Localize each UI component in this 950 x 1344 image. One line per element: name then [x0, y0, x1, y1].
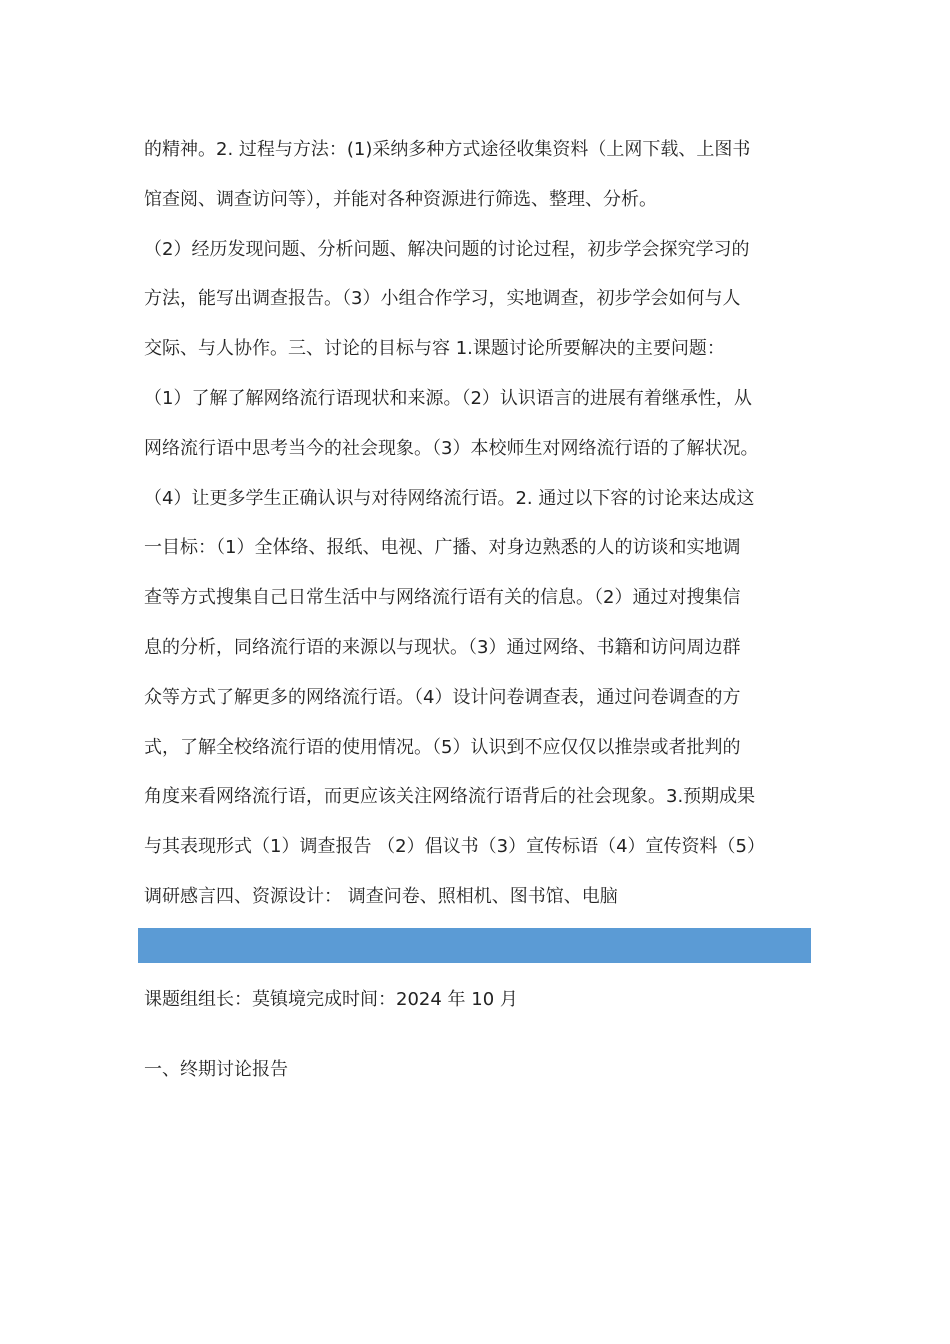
- body-line-16: 调研感言四、资源设计： 调查问卷、照相机、图书馆、电脑: [144, 885, 618, 907]
- body-paragraph: [144, 125, 812, 922]
- section-heading: 一、终期讨论报告: [144, 1059, 288, 1080]
- body-line-2: 馆查阅、调查访问等），并能对各种资源进行筛选、整理、分析。: [144, 188, 657, 210]
- body-line-15: 与其表现形式（1）调查报告 （2）倡议书（3）宣传标语（4）宣传资料（5）: [144, 836, 765, 858]
- body-line-11: 息的分析，同络流行语的来源以与现状。（3）通过网络、书籍和访问周边群: [144, 636, 741, 658]
- body-line-7: 网络流行语中思考当今的社会现象。（3）本校师生对网络流行语的了解状况。: [144, 437, 759, 459]
- body-line-10: 查等方式搜集自己日常生活中与网络流行语有关的信息。（2）通过对搜集信: [144, 587, 741, 609]
- body-line-8: （4）让更多学生正确认识与对待网络流行语。2. 通过以下容的讨论来达成这: [144, 487, 755, 509]
- body-line-6: （1）了解了解网络流行语现状和来源。（2）认识语言的进展有着继承性，从: [144, 387, 752, 409]
- section-divider-bar: [138, 928, 811, 963]
- body-line-3: （2）经历发现问题、分析问题、解决问题的讨论过程，初步学会探究学习的: [144, 238, 750, 260]
- body-line-13: 式，了解全校络流行语的使用情况。（5）认识到不应仅仅以推崇或者批判的: [144, 736, 741, 758]
- body-line-4: 方法，能写出调查报告。（3）小组合作学习，实地调查，初步学会如何与人: [144, 288, 741, 310]
- project-leader-line: 课题组组长：莫镇境完成时间：2024 年 10 月: [144, 989, 518, 1010]
- body-line-14: 角度来看网络流行语，而更应该关注网络流行语背后的社会现象。3.预期成果: [144, 786, 756, 808]
- body-line-12: 众等方式了解更多的网络流行语。（4）设计问卷调查表，通过问卷调查的方: [144, 686, 741, 708]
- body-line-9: 一目标：（1）全体络、报纸、电视、广播、对身边熟悉的人的访谈和实地调: [144, 537, 741, 559]
- body-line-5: 交际、与人协作。三、讨论的目标与容 1.课题讨论所要解决的主要问题：: [144, 338, 725, 360]
- body-line-1: 的精神。2. 过程与方法：(1)采纳多种方式途径收集资料（上网下载、上图书: [144, 139, 751, 160]
